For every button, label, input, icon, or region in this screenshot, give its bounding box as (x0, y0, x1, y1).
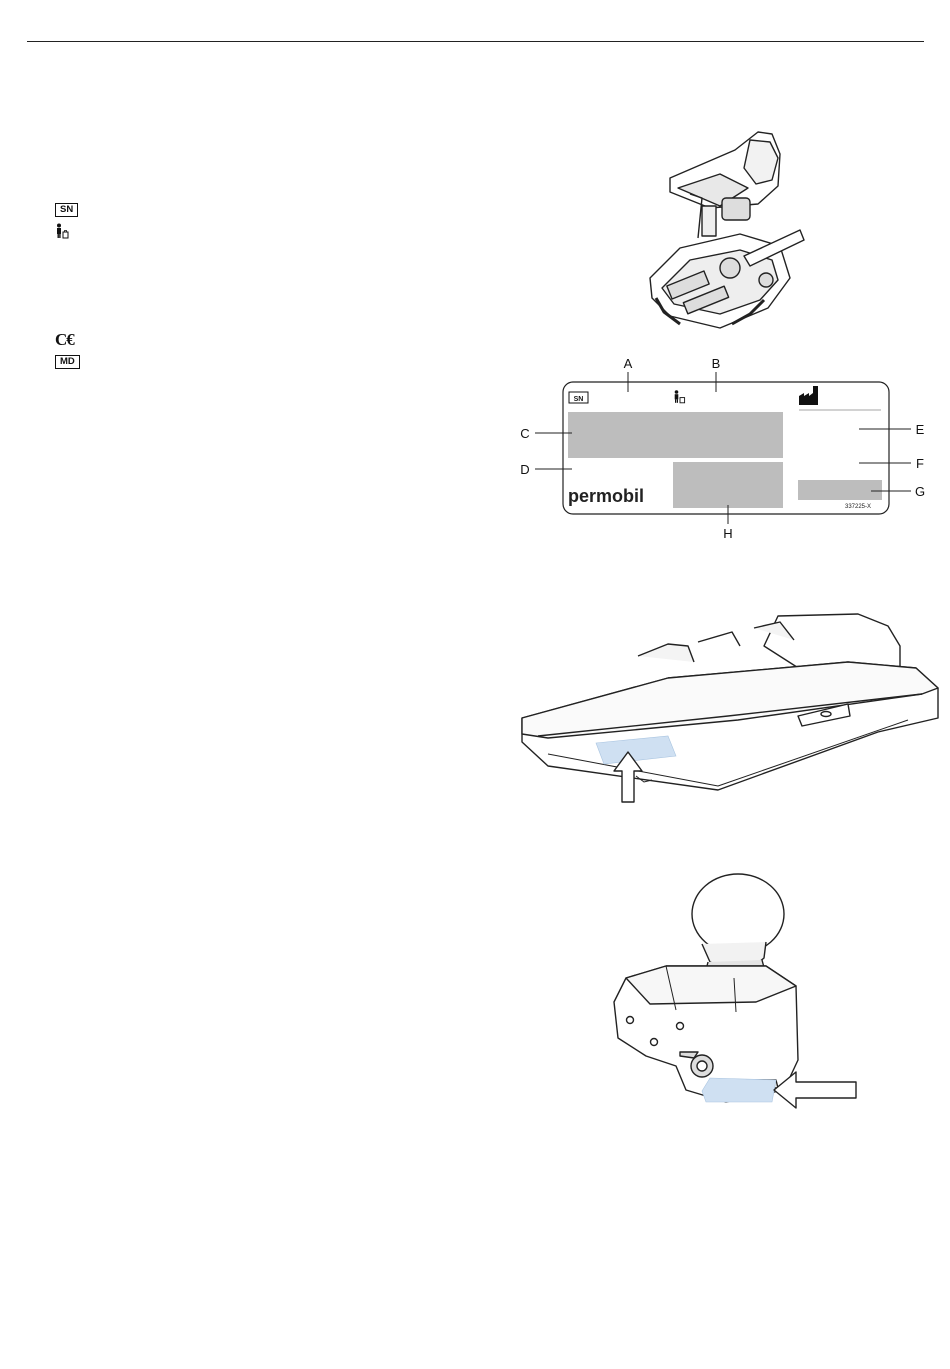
label-sn-text: SN (573, 396, 584, 403)
callout-e: E (915, 422, 925, 437)
joystick-module-illustration (606, 870, 861, 1130)
callout-h: H (723, 526, 733, 541)
label-location-highlight-2 (702, 1078, 776, 1102)
serial-number-symbol: SN (55, 203, 78, 217)
header-rule (27, 41, 924, 42)
serial-number-icon (55, 203, 78, 217)
callout-f: F (916, 456, 924, 471)
control-module-exploded-illustration (640, 128, 820, 346)
module-underside-illustration (518, 606, 944, 806)
label-field-g (798, 480, 882, 500)
part-number: 337225-X (844, 504, 872, 510)
callout-d: D (520, 462, 530, 477)
md-icon (55, 355, 80, 369)
label-field-c (568, 412, 783, 458)
brand-logo: permobil (568, 486, 645, 506)
callout-g: G (914, 484, 926, 499)
label-field-h (673, 462, 783, 508)
callout-a: A (623, 356, 633, 371)
callout-b: B (711, 356, 721, 371)
md-symbol: MD (55, 355, 80, 369)
callout-c: C (520, 426, 530, 441)
product-label-diagram (515, 352, 935, 544)
ce-mark-icon: C€ (55, 330, 74, 349)
user-weight-icon (55, 223, 71, 242)
